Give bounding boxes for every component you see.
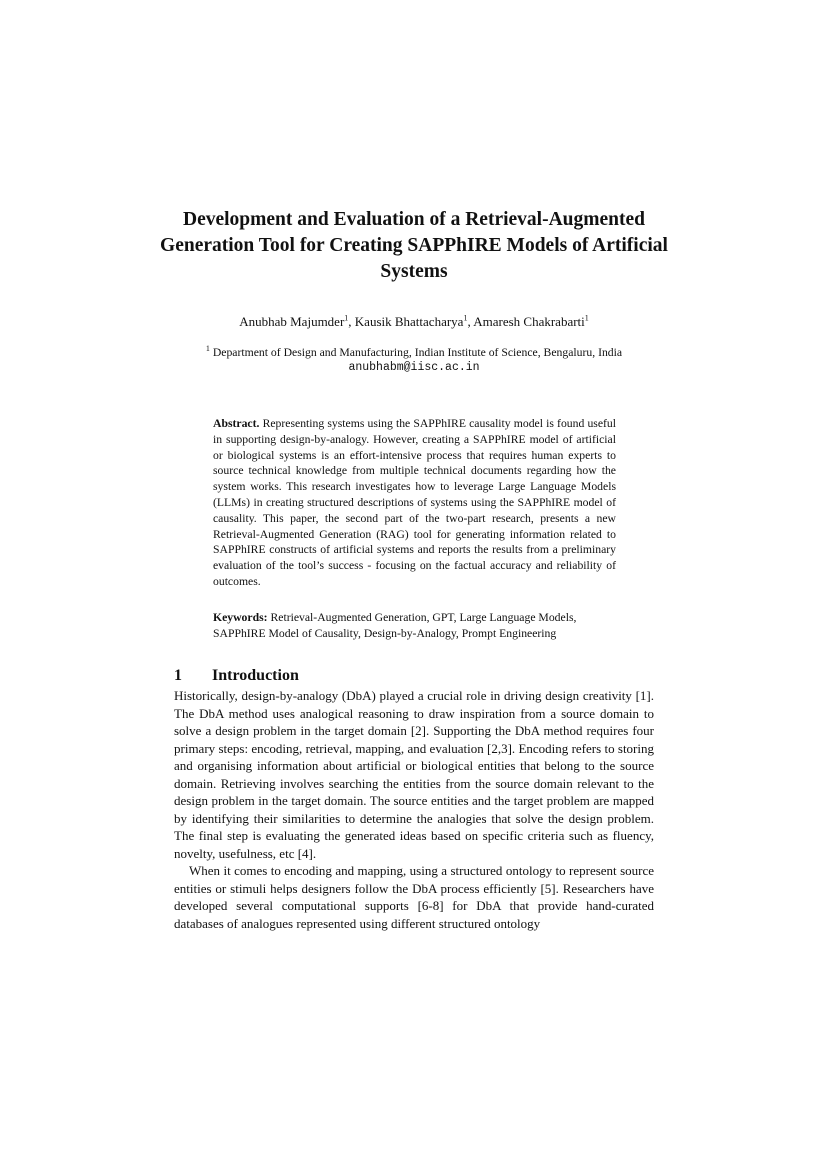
author-affil-mark: 1	[344, 313, 349, 323]
affiliation-text: Department of Design and Manufacturing, Indian Institute of Science, Bengaluru, India	[212, 346, 623, 359]
abstract-label: Abstract.	[213, 417, 260, 430]
author-affil-mark: 1	[584, 313, 589, 323]
author-email: anubhabm@iisc.ac.in	[348, 361, 480, 374]
section-title: Introduction	[212, 667, 299, 684]
author-name: Amaresh Chakrabarti	[473, 314, 585, 329]
section-body	[174, 687, 654, 932]
keywords-label: Keywords:	[213, 611, 268, 624]
keywords	[213, 610, 616, 642]
keywords-text: Retrieval-Augmented Generation, GPT, Large Language Models, SAPPhIRE Model of Causality, Design-by-Analogy, Prompt Engineering	[213, 611, 577, 640]
body-paragraph: Historically, design-by-analogy (DbA) played a crucial role in driving design creativity [1]. The DbA method uses analogical reasoning to draw inspiration from a source domain to solve a design problem in the target domain [2]. Supporting the DbA method requires four primary steps: encoding, retrieval, mapping, and evaluation [2,3]. Encoding refers to storing and organising information about artificial or biological entities that belong to the source domain. Retrieving involves searching the entities from the source domain relevant to the design problem in the target domain. The source entities and the target problem are mapped by identifying their similarities to determine the analogies that solve the design problem. The final step is evaluating the generated ideas based on specific criteria such as fluency, novelty, usefulness, etc [4].	[174, 688, 654, 861]
section-heading	[174, 665, 654, 687]
section-number: 1	[174, 667, 182, 684]
author-affil-mark: 1	[463, 313, 468, 323]
author-name: Anubhab Majumder	[239, 314, 345, 329]
paper-title: Development and Evaluation of a Retrieval-Augmented Generation Tool for Creating SAPPhIRE Models of Artificial Systems	[160, 209, 668, 282]
abstract	[213, 416, 616, 590]
author-list: Anubhab Majumder$^1$, Kausik Bhattacharya$^1$, Amaresh Chakrabarti$^1$	[239, 313, 589, 329]
affil-mark: 1	[205, 344, 210, 354]
body-paragraph: When it comes to encoding and mapping, using a structured ontology to represent source entities or stimuli helps designers follow the DbA process efficiently [5]. Researchers have developed several computational supports [6-8] for DbA that provide hand-curated databases of analogues represented using different structured ontology	[174, 863, 654, 931]
affiliation	[150, 345, 678, 375]
abstract-text: Representing systems using the SAPPhIRE causality model is found useful in supporting design-by-analogy. However, creating a SAPPhIRE model of artificial or biological systems is an effort-intensive process that requires human experts to source technical knowledge from multiple technical documents regarding how the system works. This research investigates how to leverage Large Language Models (LLMs) in creating structured descriptions of systems using the SAPPhIRE model of causality. This paper, the second part of the two-part research, presents a new Retrieval-Augmented Generation (RAG) tool for generating information related to SAPPhIRE constructs of artificial systems and reports the results from a preliminary evaluation of the tool’s success - focusing on the factual accuracy and reliability of outcomes.	[213, 417, 617, 588]
author-name: Kausik Bhattacharya	[354, 314, 464, 329]
